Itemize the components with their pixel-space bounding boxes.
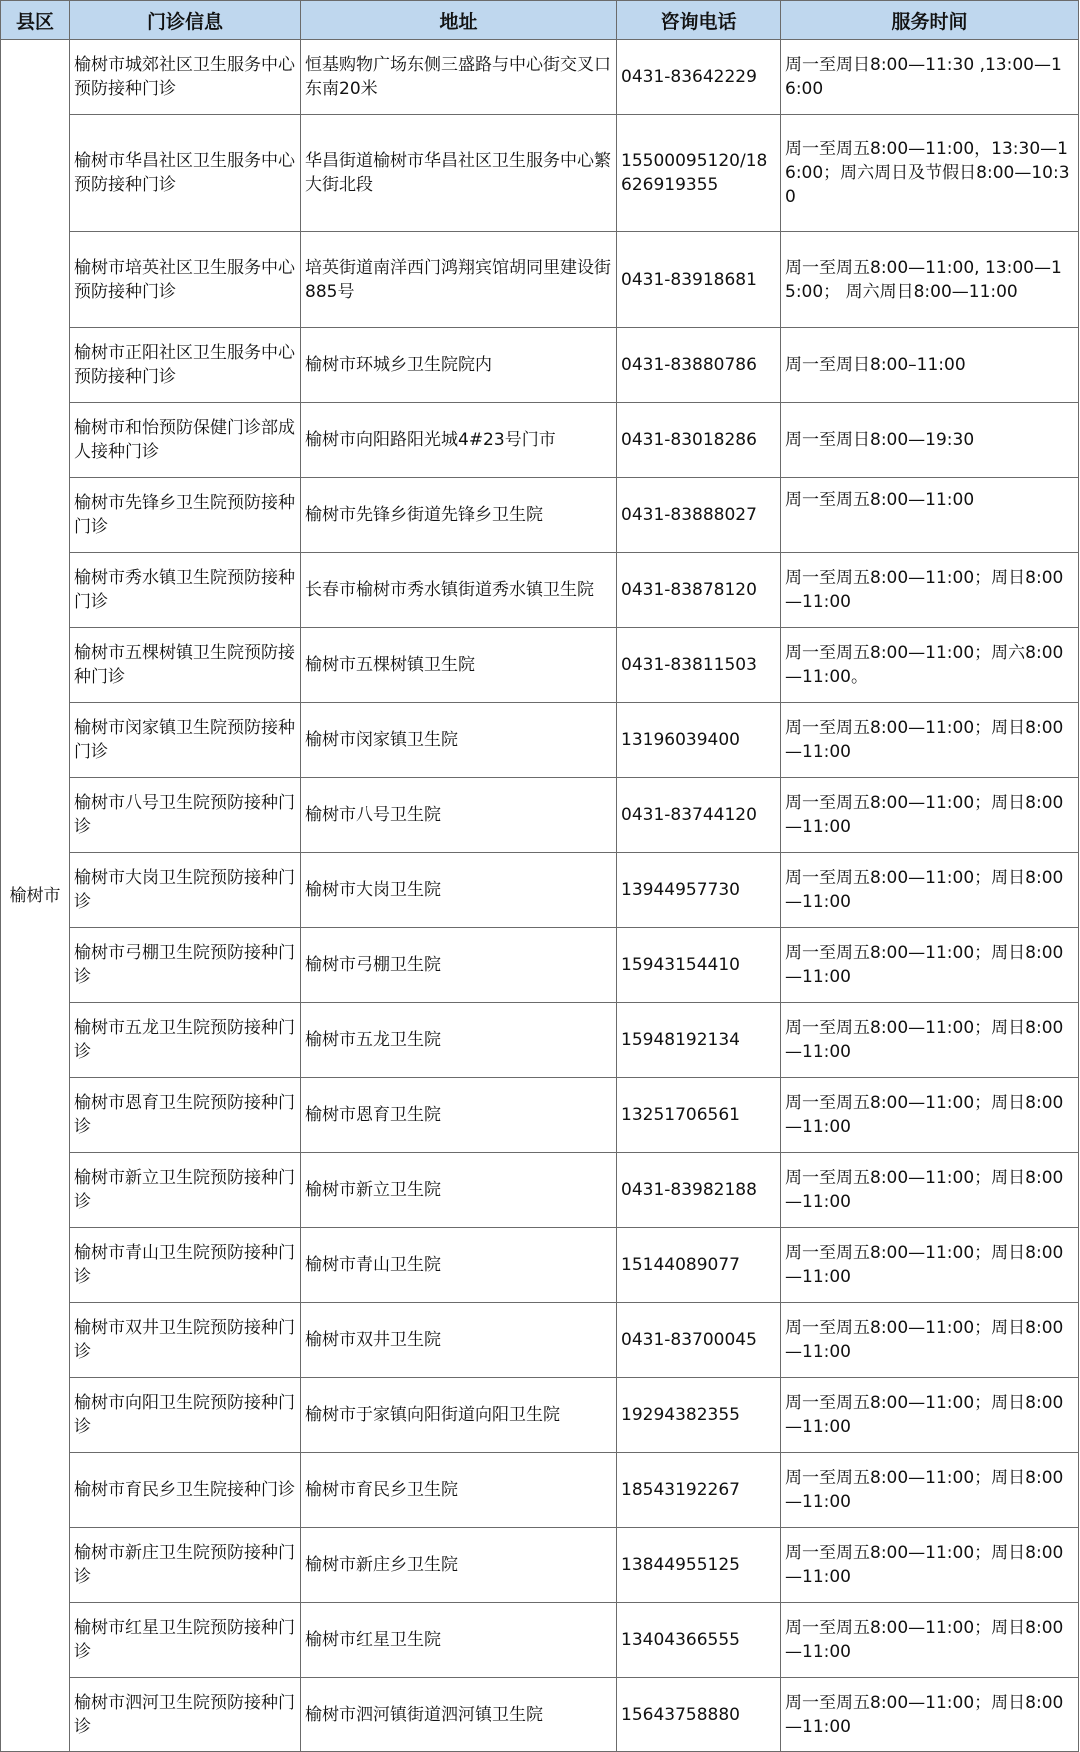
table-row	[1, 628, 1079, 703]
hours-cell: 周一至周五8:00—11:00；周日8:00—11:00	[781, 1153, 1079, 1228]
address-cell: 榆树市于家镇向阳街道向阳卫生院	[301, 1378, 617, 1453]
clinic-cell: 榆树市向阳卫生院预防接种门诊	[70, 1378, 301, 1453]
phone-cell: 0431-83880786	[617, 328, 781, 403]
address-cell: 榆树市红星卫生院	[301, 1603, 617, 1678]
address-cell: 恒基购物广场东侧三盛路与中心街交叉口东南20米	[301, 40, 617, 115]
phone-cell: 0431-83642229	[617, 40, 781, 115]
phone-cell: 15943154410	[617, 928, 781, 1003]
table-row	[1, 478, 1079, 553]
hours-cell: 周一至周五8:00—11:00；周日8:00—11:00	[781, 853, 1079, 928]
address-cell: 榆树市泗河镇街道泗河镇卫生院	[301, 1678, 617, 1752]
header-phone: 咨询电话	[617, 1, 781, 40]
hours-cell	[781, 478, 1079, 553]
hours-cell: 周一至周五8:00—11:00；周日8:00—11:00	[781, 1228, 1079, 1303]
table-row	[1, 328, 1079, 403]
hours-cell: 周一至周五8:00—11:00；周日8:00—11:00	[781, 1078, 1079, 1153]
phone-cell: 15144089077	[617, 1228, 781, 1303]
table-row	[1, 403, 1079, 478]
clinic-cell: 榆树市大岗卫生院预防接种门诊	[70, 853, 301, 928]
address-cell: 培英街道南洋西门鸿翔宾馆胡同里建设街885号	[301, 232, 617, 328]
clinic-cell: 榆树市正阳社区卫生服务中心预防接种门诊	[70, 328, 301, 403]
phone-cell: 18543192267	[617, 1453, 781, 1528]
header-row	[1, 1, 1079, 40]
phone-cell: 13196039400	[617, 703, 781, 778]
address-cell: 榆树市五龙卫生院	[301, 1003, 617, 1078]
phone-cell: 0431-83918681	[617, 232, 781, 328]
phone-cell: 0431-83878120	[617, 553, 781, 628]
clinic-cell: 榆树市恩育卫生院预防接种门诊	[70, 1078, 301, 1153]
clinic-cell: 榆树市八号卫生院预防接种门诊	[70, 778, 301, 853]
phone-cell: 13944957730	[617, 853, 781, 928]
address-cell: 榆树市新立卫生院	[301, 1153, 617, 1228]
county-cell: 榆树市	[1, 40, 70, 1752]
table-row	[1, 40, 1079, 115]
hours-cell: 周一至周五8:00—11:00；周日8:00—11:00	[781, 1003, 1079, 1078]
hours-cell: 周一至周五8:00—11:00；周日8:00—11:00	[781, 1603, 1079, 1678]
address-cell: 榆树市八号卫生院	[301, 778, 617, 853]
table-row	[1, 1228, 1079, 1303]
table-row	[1, 778, 1079, 853]
phone-cell: 15500095120/18626919355	[617, 115, 781, 232]
hours-cell: 周一至周五8:00—11:00；周六8:00—11:00。	[781, 628, 1079, 703]
phone-cell: 0431-83888027	[617, 478, 781, 553]
address-cell: 榆树市大岗卫生院	[301, 853, 617, 928]
address-cell: 榆树市先锋乡街道先锋乡卫生院	[301, 478, 617, 553]
hours-cell: 周一至周日8:00—11:30 ,13:00—16:00	[781, 40, 1079, 115]
table-row	[1, 553, 1079, 628]
clinic-cell: 榆树市育民乡卫生院接种门诊	[70, 1453, 301, 1528]
clinic-cell: 榆树市闵家镇卫生院预防接种门诊	[70, 703, 301, 778]
clinic-cell: 榆树市城郊社区卫生服务中心预防接种门诊	[70, 40, 301, 115]
phone-cell: 13844955125	[617, 1528, 781, 1603]
table-row	[1, 1678, 1079, 1752]
header-hours: 服务时间	[781, 1, 1079, 40]
address-cell: 榆树市五棵树镇卫生院	[301, 628, 617, 703]
phone-cell: 13404366555	[617, 1603, 781, 1678]
clinic-cell: 榆树市泗河卫生院预防接种门诊	[70, 1678, 301, 1752]
table-row	[1, 1528, 1079, 1603]
header-address: 地址	[301, 1, 617, 40]
phone-cell: 0431-83811503	[617, 628, 781, 703]
phone-cell: 19294382355	[617, 1378, 781, 1453]
header-county: 县区	[1, 1, 70, 40]
table-row	[1, 1078, 1079, 1153]
table-row	[1, 1003, 1079, 1078]
clinic-cell: 榆树市双井卫生院预防接种门诊	[70, 1303, 301, 1378]
table-row	[1, 115, 1079, 232]
clinic-cell: 榆树市红星卫生院预防接种门诊	[70, 1603, 301, 1678]
table-row	[1, 1378, 1079, 1453]
table-row	[1, 232, 1079, 328]
address-cell: 榆树市青山卫生院	[301, 1228, 617, 1303]
phone-cell: 13251706561	[617, 1078, 781, 1153]
table-row	[1, 1153, 1079, 1228]
table-row	[1, 1453, 1079, 1528]
hours-cell: 周一至周五8:00—11:00；周日8:00—11:00	[781, 1453, 1079, 1528]
header-clinic: 门诊信息	[70, 1, 301, 40]
table-row	[1, 1603, 1079, 1678]
phone-cell: 0431-83982188	[617, 1153, 781, 1228]
table-row	[1, 703, 1079, 778]
clinic-cell: 榆树市弓棚卫生院预防接种门诊	[70, 928, 301, 1003]
address-cell: 华昌街道榆树市华昌社区卫生服务中心繁大街北段	[301, 115, 617, 232]
address-cell: 榆树市向阳路阳光城4#23号门市	[301, 403, 617, 478]
hours-cell: 周一至周日8:00–11:00	[781, 328, 1079, 403]
hours-cell: 周一至周五8:00—11:00；周日8:00—11:00	[781, 1678, 1079, 1752]
clinic-cell: 榆树市先锋乡卫生院预防接种门诊	[70, 478, 301, 553]
table-row	[1, 853, 1079, 928]
address-cell: 榆树市弓棚卫生院	[301, 928, 617, 1003]
clinic-cell: 榆树市新庄卫生院预防接种门诊	[70, 1528, 301, 1603]
phone-cell: 15948192134	[617, 1003, 781, 1078]
address-cell: 榆树市育民乡卫生院	[301, 1453, 617, 1528]
clinic-cell: 榆树市青山卫生院预防接种门诊	[70, 1228, 301, 1303]
table-row	[1, 1303, 1079, 1378]
phone-cell: 0431-83018286	[617, 403, 781, 478]
clinic-cell: 榆树市秀水镇卫生院预防接种门诊	[70, 553, 301, 628]
address-cell: 榆树市恩育卫生院	[301, 1078, 617, 1153]
hours-cell: 周一至周日8:00—19:30	[781, 403, 1079, 478]
table-row	[1, 928, 1079, 1003]
phone-cell: 0431-83700045	[617, 1303, 781, 1378]
hours-cell: 周一至周五8:00—11:00；周日8:00—11:00	[781, 778, 1079, 853]
hours-cell: 周一至周五8:00—11:00, 13:00—15:00； 周六周日8:00—11:00	[781, 232, 1079, 328]
hours-text: 周一至周五8:00—11:00	[785, 490, 975, 510]
phone-cell: 15643758880	[617, 1678, 781, 1752]
clinic-cell: 榆树市新立卫生院预防接种门诊	[70, 1153, 301, 1228]
hours-cell: 周一至周五8:00—11:00，13:30—16:00；周六周日及节假日8:00—10:30	[781, 115, 1079, 232]
clinic-cell: 榆树市五棵树镇卫生院预防接种门诊	[70, 628, 301, 703]
hours-cell: 周一至周五8:00—11:00；周日8:00—11:00	[781, 703, 1079, 778]
address-cell: 榆树市闵家镇卫生院	[301, 703, 617, 778]
hours-cell: 周一至周五8:00—11:00；周日8:00—11:00	[781, 1528, 1079, 1603]
hours-cell: 周一至周五8:00—11:00；周日8:00—11:00	[781, 553, 1079, 628]
address-cell: 长春市榆树市秀水镇街道秀水镇卫生院	[301, 553, 617, 628]
clinic-cell: 榆树市华昌社区卫生服务中心预防接种门诊	[70, 115, 301, 232]
address-cell: 榆树市双井卫生院	[301, 1303, 617, 1378]
hours-cell: 周一至周五8:00—11:00；周日8:00—11:00	[781, 928, 1079, 1003]
hours-cell: 周一至周五8:00—11:00；周日8:00—11:00	[781, 1378, 1079, 1453]
clinic-cell: 榆树市和怡预防保健门诊部成人接种门诊	[70, 403, 301, 478]
hours-cell: 周一至周五8:00—11:00；周日8:00—11:00	[781, 1303, 1079, 1378]
clinic-cell: 榆树市五龙卫生院预防接种门诊	[70, 1003, 301, 1078]
clinic-cell: 榆树市培英社区卫生服务中心预防接种门诊	[70, 232, 301, 328]
address-cell: 榆树市环城乡卫生院院内	[301, 328, 617, 403]
phone-cell: 0431-83744120	[617, 778, 781, 853]
address-cell: 榆树市新庄乡卫生院	[301, 1528, 617, 1603]
